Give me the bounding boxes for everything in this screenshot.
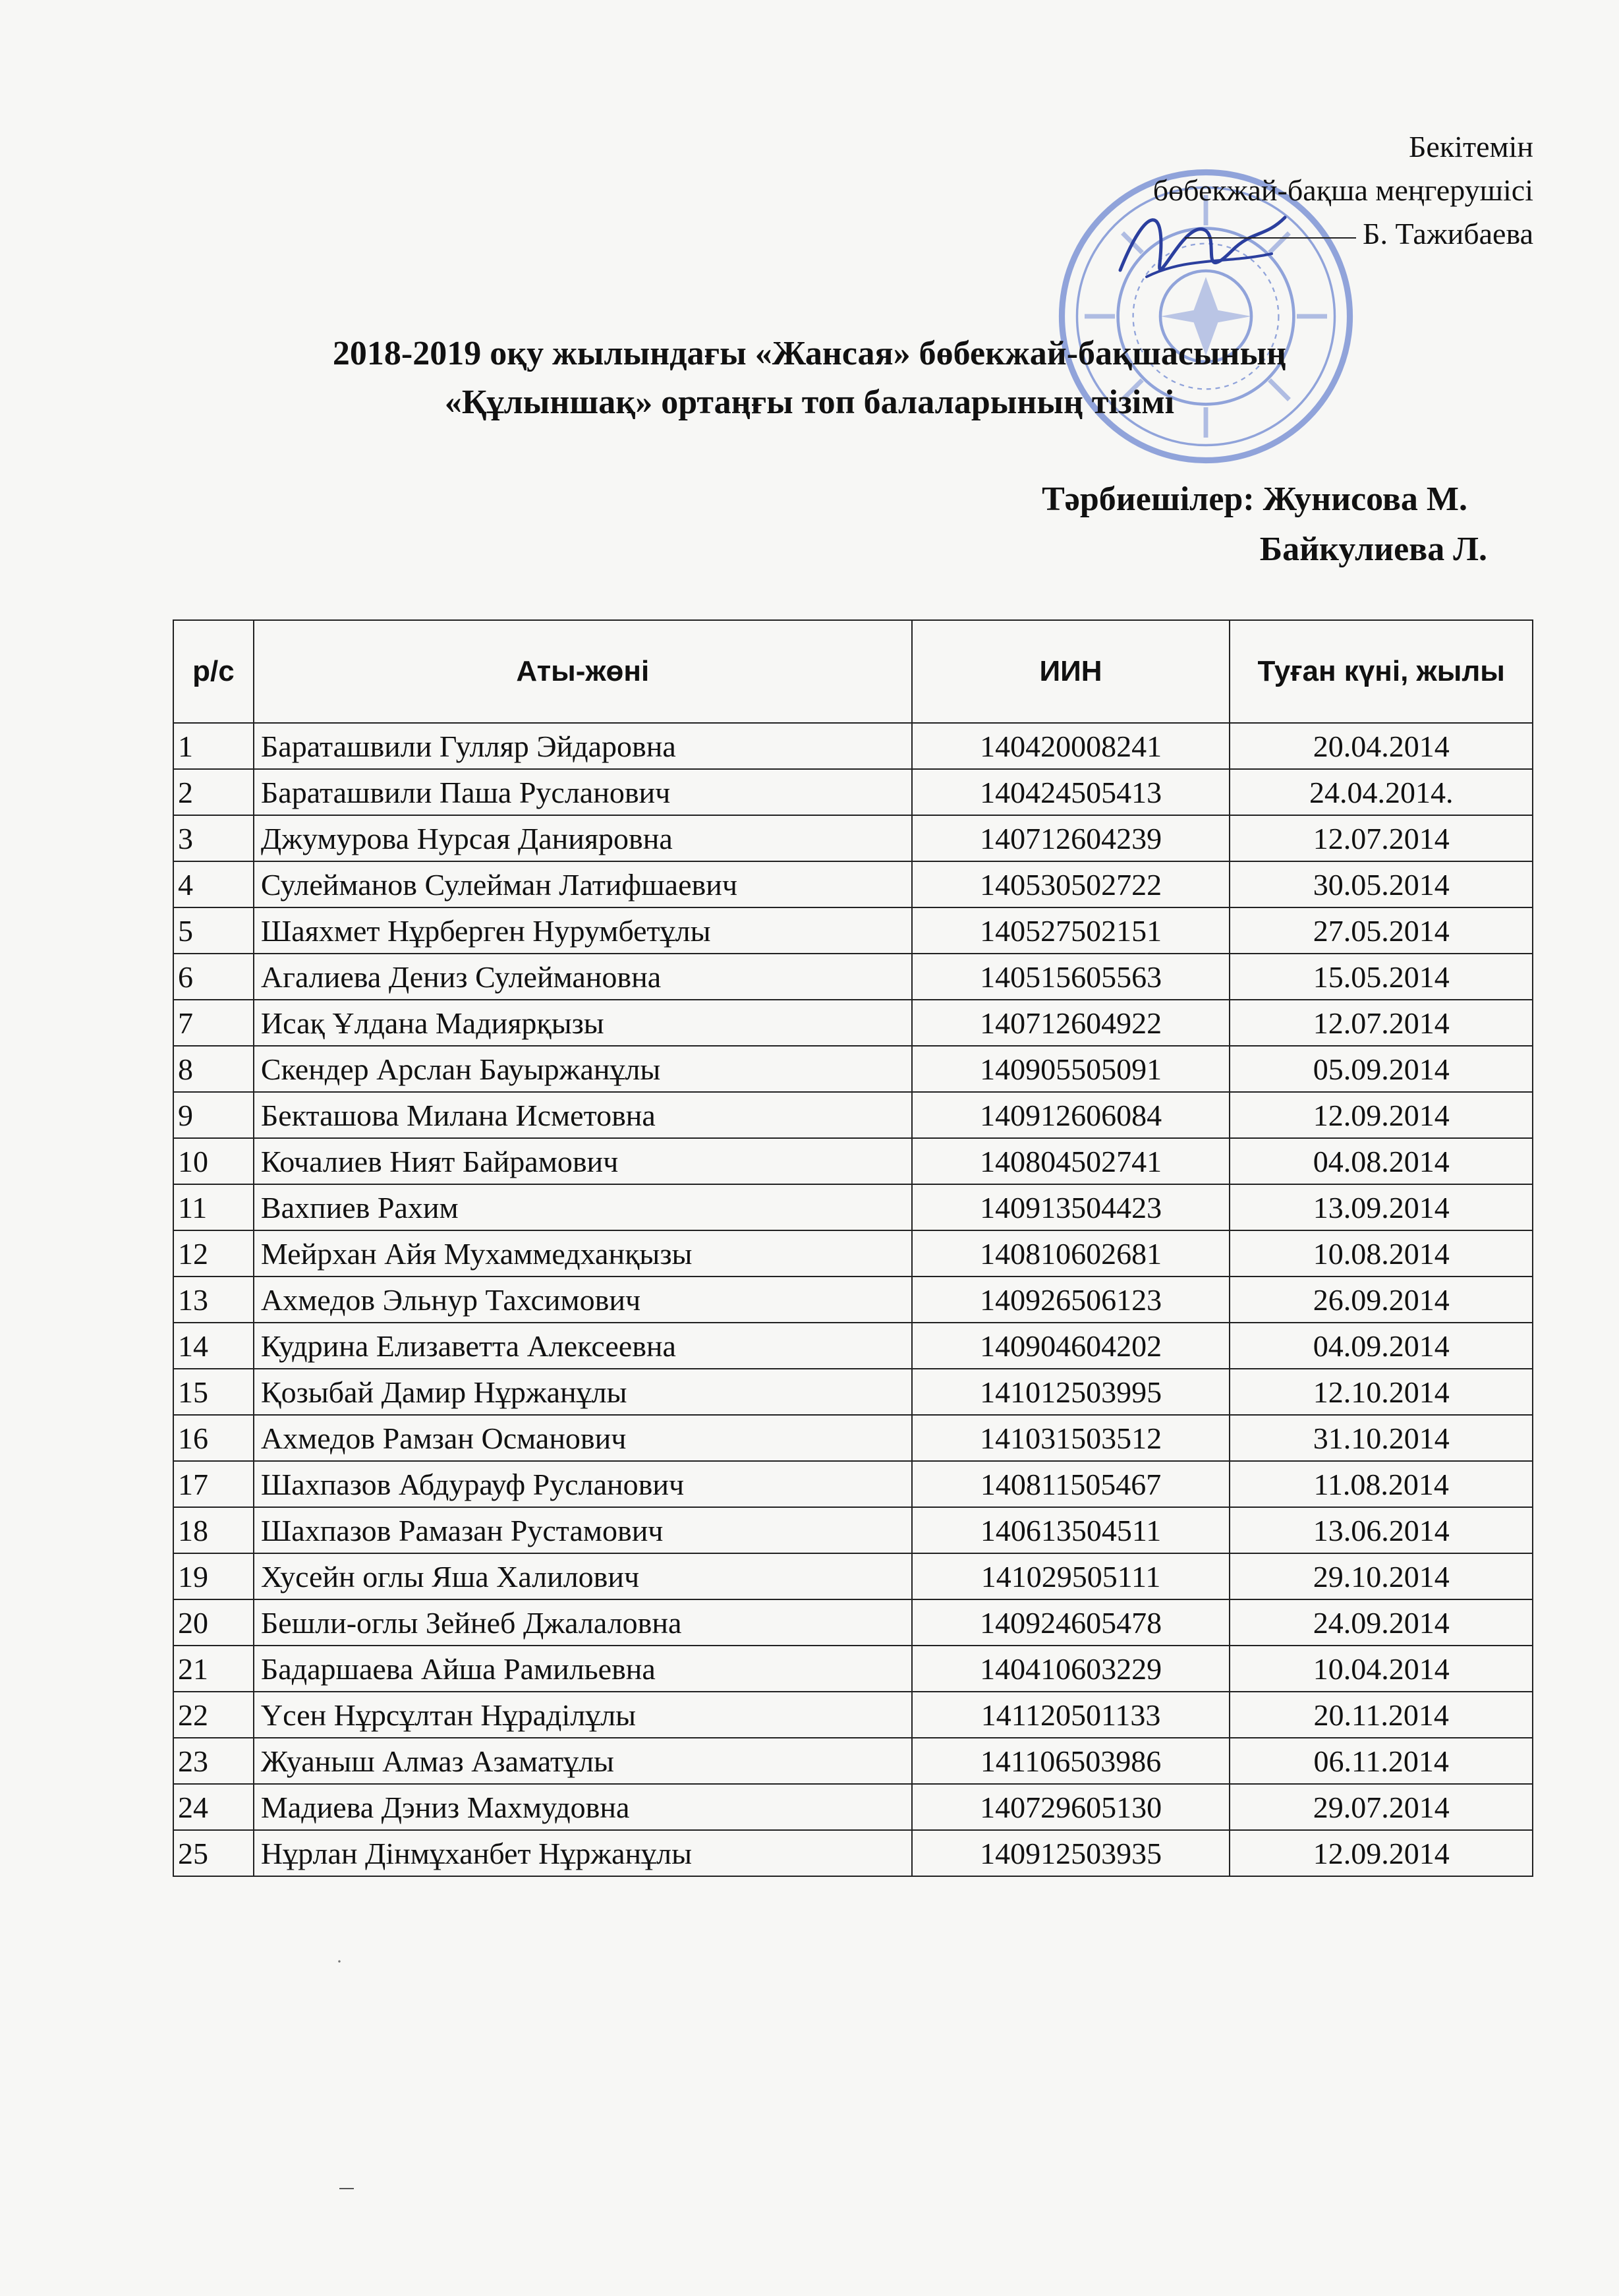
approval-heading: Бекітемін bbox=[1409, 130, 1533, 163]
table-row bbox=[173, 1000, 1533, 1046]
table-row bbox=[173, 1277, 1533, 1323]
row-iin: 140904604202 bbox=[912, 1323, 1230, 1369]
row-birthdate: 24.04.2014. bbox=[1230, 769, 1533, 815]
row-iin: 140729605130 bbox=[912, 1784, 1230, 1830]
table-row bbox=[173, 907, 1533, 954]
row-number: 17 bbox=[173, 1461, 254, 1507]
row-number: 19 bbox=[173, 1553, 254, 1599]
document-title bbox=[0, 330, 1619, 427]
row-iin: 140420008241 bbox=[912, 723, 1230, 769]
row-name: Кочалиев Ният Байрамович bbox=[254, 1138, 912, 1184]
row-number: 7 bbox=[173, 1000, 254, 1046]
row-name: Кудрина Елизаветта Алексеевна bbox=[254, 1323, 912, 1369]
row-birthdate: 05.09.2014 bbox=[1230, 1046, 1533, 1092]
header-iin: ИИН bbox=[912, 620, 1230, 723]
row-iin: 140905505091 bbox=[912, 1046, 1230, 1092]
row-iin: 140527502151 bbox=[912, 907, 1230, 954]
row-iin: 140811505467 bbox=[912, 1461, 1230, 1507]
row-name: Агалиева Дениз Сулеймановна bbox=[254, 954, 912, 1000]
row-name: Шахпазов Абдурауф Русланович bbox=[254, 1461, 912, 1507]
row-name: Нұрлан Дінмұханбет Нұржанұлы bbox=[254, 1830, 912, 1876]
row-name: Джумурова Нурсая Данияровна bbox=[254, 815, 912, 861]
row-number: 8 bbox=[173, 1046, 254, 1092]
row-name: Мейрхан Айя Мухаммедханқызы bbox=[254, 1230, 912, 1277]
row-name: Үсен Нұрсұлтан Нұраділұлы bbox=[254, 1692, 912, 1738]
row-birthdate: 31.10.2014 bbox=[1230, 1415, 1533, 1461]
row-name: Мадиева Дэниз Махмудовна bbox=[254, 1784, 912, 1830]
header-name: Аты-жөні bbox=[254, 620, 912, 723]
table-row bbox=[173, 1553, 1533, 1599]
row-number: 21 bbox=[173, 1646, 254, 1692]
row-birthdate: 04.08.2014 bbox=[1230, 1138, 1533, 1184]
title-line-1: 2018-2019 оқу жылындағы «Жансая» бөбекжай-бақшасының bbox=[332, 335, 1287, 372]
row-name: Скендер Арслан Бауыржанұлы bbox=[254, 1046, 912, 1092]
teachers-line-1: Тәрбиешілер: Жунисова М. bbox=[1042, 480, 1467, 518]
row-iin: 141031503512 bbox=[912, 1415, 1230, 1461]
row-number: 10 bbox=[173, 1138, 254, 1184]
row-number: 9 bbox=[173, 1092, 254, 1138]
table-row bbox=[173, 815, 1533, 861]
teachers-block bbox=[1042, 474, 1487, 575]
approval-position: бөбекжай-бақша меңгерушісі bbox=[1152, 173, 1533, 207]
table-row bbox=[173, 1461, 1533, 1507]
table-body bbox=[173, 723, 1533, 1876]
row-birthdate: 30.05.2014 bbox=[1230, 861, 1533, 907]
row-number: 23 bbox=[173, 1738, 254, 1784]
header-number: р/с bbox=[173, 620, 254, 723]
table-row bbox=[173, 769, 1533, 815]
row-number: 3 bbox=[173, 815, 254, 861]
table-row bbox=[173, 1092, 1533, 1138]
table-row bbox=[173, 1046, 1533, 1092]
row-birthdate: 12.07.2014 bbox=[1230, 1000, 1533, 1046]
row-iin: 140712604239 bbox=[912, 815, 1230, 861]
row-iin: 140913504423 bbox=[912, 1184, 1230, 1230]
approval-signatory-name: Б. Тажибаева bbox=[1363, 217, 1533, 250]
header-birthdate: Туған күні, жылы bbox=[1230, 620, 1533, 723]
row-birthdate: 12.07.2014 bbox=[1230, 815, 1533, 861]
row-number: 15 bbox=[173, 1369, 254, 1415]
row-birthdate: 29.10.2014 bbox=[1230, 1553, 1533, 1599]
row-birthdate: 13.09.2014 bbox=[1230, 1184, 1533, 1230]
row-iin: 140926506123 bbox=[912, 1277, 1230, 1323]
scan-speck: · bbox=[336, 1951, 343, 1972]
children-list-table bbox=[173, 619, 1533, 1877]
row-name: Бешли-оглы Зейнеб Джалаловна bbox=[254, 1599, 912, 1646]
table-row bbox=[173, 1138, 1533, 1184]
table-row bbox=[173, 1738, 1533, 1784]
row-name: Ахмедов Эльнур Тахсимович bbox=[254, 1277, 912, 1323]
table-row bbox=[173, 1599, 1533, 1646]
table-header-row bbox=[173, 620, 1533, 723]
teachers-line-2: Байкулиева Л. bbox=[1259, 531, 1487, 568]
row-iin: 140804502741 bbox=[912, 1138, 1230, 1184]
row-name: Хусейн оглы Яша Халилович bbox=[254, 1553, 912, 1599]
table-row bbox=[173, 861, 1533, 907]
table-row bbox=[173, 1230, 1533, 1277]
scan-mark bbox=[339, 2188, 354, 2189]
signature-line bbox=[1185, 237, 1356, 239]
row-name: Шахпазов Рамазан Рустамович bbox=[254, 1507, 912, 1553]
row-birthdate: 12.10.2014 bbox=[1230, 1369, 1533, 1415]
row-number: 12 bbox=[173, 1230, 254, 1277]
row-name: Ахмедов Рамзан Османович bbox=[254, 1415, 912, 1461]
row-name: Бараташвили Паша Русланович bbox=[254, 769, 912, 815]
table-row bbox=[173, 1646, 1533, 1692]
row-number: 6 bbox=[173, 954, 254, 1000]
row-iin: 140424505413 bbox=[912, 769, 1230, 815]
table-row bbox=[173, 1184, 1533, 1230]
row-name: Вахпиев Рахим bbox=[254, 1184, 912, 1230]
approval-block bbox=[1153, 125, 1533, 256]
table-row bbox=[173, 1507, 1533, 1553]
row-iin: 140712604922 bbox=[912, 1000, 1230, 1046]
row-birthdate: 24.09.2014 bbox=[1230, 1599, 1533, 1646]
table-row bbox=[173, 1784, 1533, 1830]
row-number: 24 bbox=[173, 1784, 254, 1830]
row-number: 18 bbox=[173, 1507, 254, 1553]
row-number: 2 bbox=[173, 769, 254, 815]
approval-signatory bbox=[1153, 212, 1533, 256]
row-name: Исақ Ұлдана Мадиярқызы bbox=[254, 1000, 912, 1046]
row-birthdate: 13.06.2014 bbox=[1230, 1507, 1533, 1553]
row-birthdate: 12.09.2014 bbox=[1230, 1092, 1533, 1138]
row-iin: 141120501133 bbox=[912, 1692, 1230, 1738]
row-name: Шаяхмет Нұрберген Нурумбетұлы bbox=[254, 907, 912, 954]
row-iin: 140515605563 bbox=[912, 954, 1230, 1000]
row-name: Қозыбай Дамир Нұржанұлы bbox=[254, 1369, 912, 1415]
row-iin: 140912606084 bbox=[912, 1092, 1230, 1138]
row-number: 20 bbox=[173, 1599, 254, 1646]
row-name: Бекташова Милана Исметовна bbox=[254, 1092, 912, 1138]
table-row bbox=[173, 1830, 1533, 1876]
row-number: 16 bbox=[173, 1415, 254, 1461]
row-name: Жуаныш Алмаз Азаматұлы bbox=[254, 1738, 912, 1784]
row-iin: 140912503935 bbox=[912, 1830, 1230, 1876]
row-birthdate: 10.08.2014 bbox=[1230, 1230, 1533, 1277]
row-birthdate: 15.05.2014 bbox=[1230, 954, 1533, 1000]
table-row bbox=[173, 1369, 1533, 1415]
row-iin: 140613504511 bbox=[912, 1507, 1230, 1553]
row-iin: 140810602681 bbox=[912, 1230, 1230, 1277]
row-birthdate: 04.09.2014 bbox=[1230, 1323, 1533, 1369]
row-iin: 140924605478 bbox=[912, 1599, 1230, 1646]
row-birthdate: 27.05.2014 bbox=[1230, 907, 1533, 954]
title-line-2: «Құлыншақ» ортаңғы топ балаларының тізімі bbox=[444, 384, 1175, 421]
row-birthdate: 10.04.2014 bbox=[1230, 1646, 1533, 1692]
row-number: 4 bbox=[173, 861, 254, 907]
row-birthdate: 11.08.2014 bbox=[1230, 1461, 1533, 1507]
row-birthdate: 26.09.2014 bbox=[1230, 1277, 1533, 1323]
row-number: 22 bbox=[173, 1692, 254, 1738]
row-iin: 140530502722 bbox=[912, 861, 1230, 907]
row-name: Бадаршаева Айша Рамильевна bbox=[254, 1646, 912, 1692]
row-birthdate: 06.11.2014 bbox=[1230, 1738, 1533, 1784]
row-birthdate: 12.09.2014 bbox=[1230, 1830, 1533, 1876]
row-birthdate: 29.07.2014 bbox=[1230, 1784, 1533, 1830]
row-iin: 140410603229 bbox=[912, 1646, 1230, 1692]
row-iin: 141012503995 bbox=[912, 1369, 1230, 1415]
row-name: Сулейманов Сулейман Латифшаевич bbox=[254, 861, 912, 907]
row-name: Бараташвили Гулляр Эйдаровна bbox=[254, 723, 912, 769]
row-number: 5 bbox=[173, 907, 254, 954]
row-number: 25 bbox=[173, 1830, 254, 1876]
row-iin: 141106503986 bbox=[912, 1738, 1230, 1784]
table-row bbox=[173, 723, 1533, 769]
table-row bbox=[173, 1415, 1533, 1461]
row-birthdate: 20.11.2014 bbox=[1230, 1692, 1533, 1738]
row-number: 14 bbox=[173, 1323, 254, 1369]
row-number: 1 bbox=[173, 723, 254, 769]
row-number: 13 bbox=[173, 1277, 254, 1323]
table-row bbox=[173, 1323, 1533, 1369]
row-iin: 141029505111 bbox=[912, 1553, 1230, 1599]
row-number: 11 bbox=[173, 1184, 254, 1230]
table-row bbox=[173, 954, 1533, 1000]
table-row bbox=[173, 1692, 1533, 1738]
row-birthdate: 20.04.2014 bbox=[1230, 723, 1533, 769]
